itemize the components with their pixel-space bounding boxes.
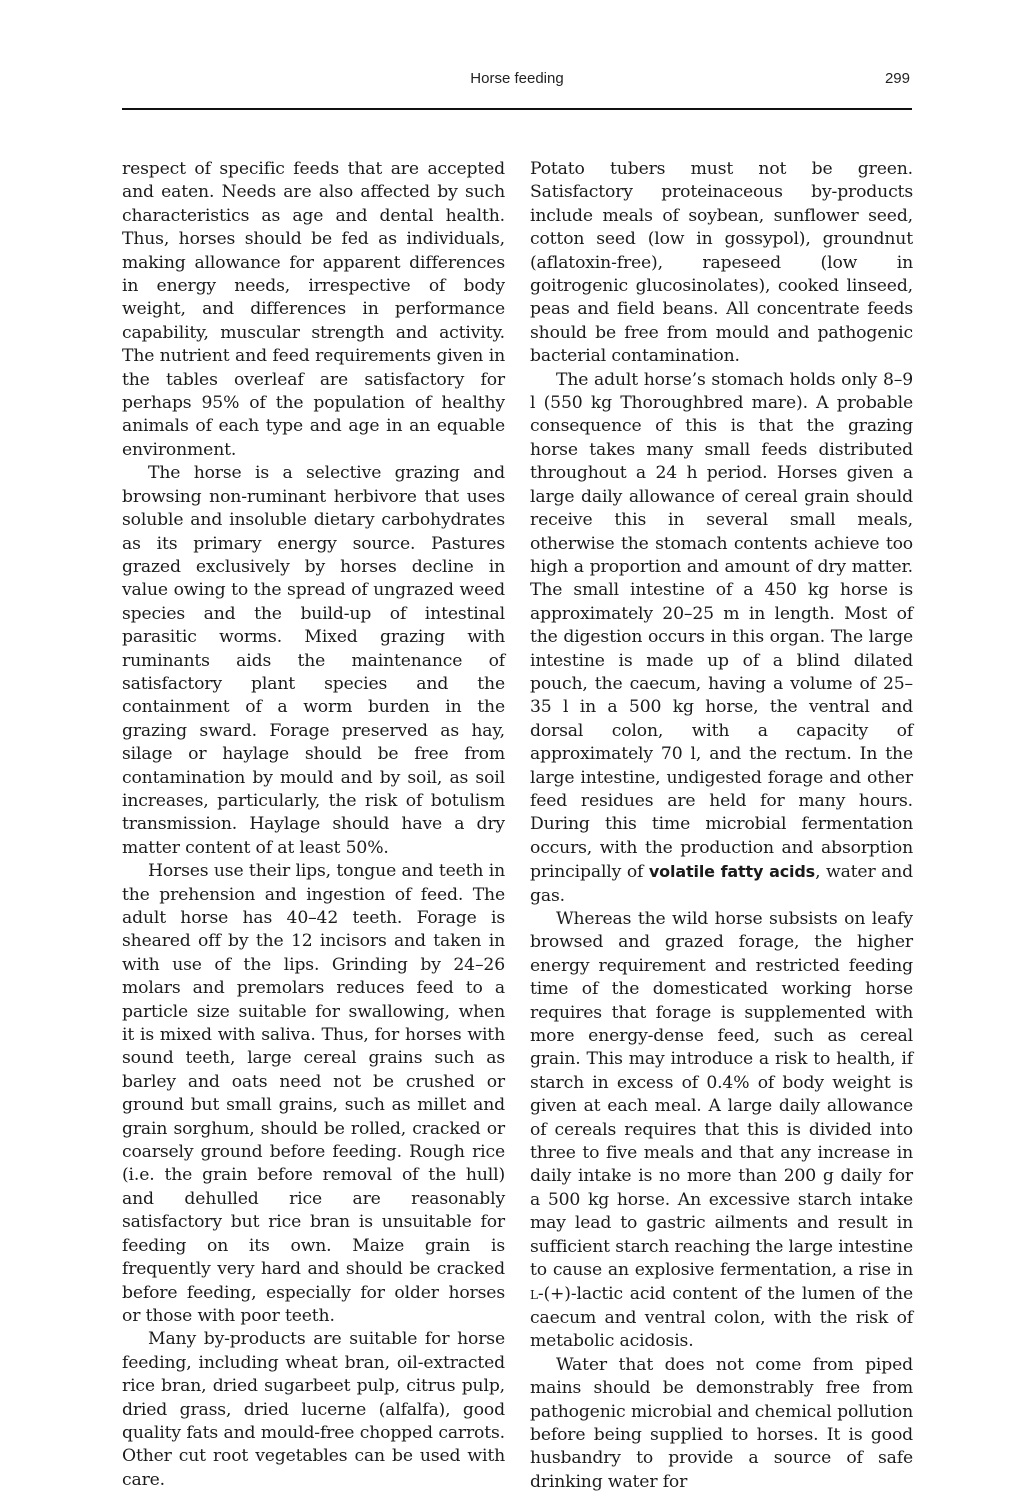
page-number: 299 xyxy=(884,70,910,87)
running-head xyxy=(122,70,912,92)
paragraph xyxy=(530,908,913,1354)
paragraph: Water that does not come from piped mains should be demonstrably free from pathogenic microbial and chemical pollution before being supplied to horses. It is good husbandry to provide a source of safe drinking water for xyxy=(530,1354,913,1492)
header-rule xyxy=(122,108,912,110)
glossary-term: volatile fatty acids xyxy=(648,862,816,882)
paragraph-text: , water and gas. xyxy=(530,862,914,906)
paragraph: respect of specific feeds that are accepted and eaten. Needs are also affected by such characteristics as age and dental health. Thus, horses should be fed as individuals, making allowance for apparent differences in energy needs, irrespective of body weight, and differences in performance capability, muscular strength and activity. The nutrient and feed requirements given in the tables overleaf are satisfactory for perhaps 95% of the population of healthy animals of each type and age in an equable environment. xyxy=(122,159,505,460)
paragraph: Many by-products are suitable for horse feeding, including wheat bran, oil-extracted rice bran, dried sugarbeet pulp, citrus pulp, dried grass, dried lucerne (alfalfa), good quality fats and mould-free chopped carrots. Other cut root vegetables can be used with care. xyxy=(122,1329,505,1490)
paragraph-text: The adult horse’s stomach holds only 8–9 l (550 kg Thoroughbred mare). A probable consequence of this is that the grazing horse takes many small feeds distributed throughout a 24 h period. Horses given a large daily allowance of cereal grain should receive this in several small meals, otherwise the stomach contents achieve too high a proportion and amount of dry matter. The small intestine of a 450 kg horse is approximately 20–25 m in length. Most of the digestion occurs in this organ. The large intestine is made up of a blind dilated pouch, the caecum, having a volume of 25–35 l in a 500 kg horse, the ventral and dorsal colon, with a capacity of approximately 70 l, and the rectum. In the large intestine, undigested forage and other feed residues are held for many hours. During this time microbial fermentation occurs, with the production and absorption principally of xyxy=(530,369,913,883)
paragraph xyxy=(530,369,913,908)
right-column xyxy=(530,158,913,1494)
left-column xyxy=(122,158,505,1492)
paragraph-text: -(+)-lactic acid content of the lumen of the caecum and ventral colon, with the risk of metabolic acidosis. xyxy=(530,1283,913,1352)
paragraph: Horses use their lips, tongue and teeth in the prehension and ingestion of feed. The adult horse has 40–42 teeth. Forage is sheared off by the 12 incisors and taken in with use of the lips. Grinding by 24–26 molars and premolars reduces feed to a particle size suitable for swallowing, when it is mixed with saliva. Thus, for horses with sound teeth, large cereal grains such as barley and oats need not be crushed or ground but small grains, such as millet and grain sorghum, should be rolled, cracked or coarsely ground before feeding. Rough rice (i.e. the grain before removal of the hull) and dehulled rice are reasonably satisfactory but rice bran is unsuitable for feeding on its own. Maize grain is frequently very hard and should be cracked before feeding, especially for older horses or those with poor teeth. xyxy=(122,861,505,1326)
paragraph-text: Whereas the wild horse subsists on leafy browsed and grazed forage, the higher energy requirement and restricted feeding time of the domesticated working horse requires that forage is supplemented with more energy-dense feed, such as cereal grain. This may introduce a risk to health, if starch in excess of 0.4% of body weight is given at each meal. A large daily allowance of cereals requires that this is divided into three to five meals and that any increase in daily intake is no more than 200 g daily for a 500 kg horse. An excessive starch intake may lead to gastric ailments and result in sufficient starch reaching the large intestine to cause an explosive fermentation, a rise in xyxy=(530,909,913,1281)
small-caps-letter: L xyxy=(530,1287,538,1302)
running-title: Horse feeding xyxy=(470,70,564,87)
paragraph: The horse is a selective grazing and browsing non-ruminant herbivore that uses soluble and insoluble dietary carbohydrates as its primary energy source. Pastures grazed exclusively by horses decline in value owing to the spread of ungrazed weed species and the build-up of intestinal parasitic worms. Mixed grazing with ruminants aids the maintenance of satisfactory plant species and the containment of a worm burden in the grazing sward. Forage preserved as hay, silage or haylage should be free from contamination by mould and by soil, as soil increases, particularly, the risk of botulism transmission. Haylage should have a dry matter content of at least 50%. xyxy=(122,463,505,858)
paragraph: Potato tubers must not be green. Satisfactory proteinaceous by-products include meals of soybean, sunflower seed, cotton seed (low in gossypol), groundnut (aflatoxin-free), rapeseed (low in goitrogenic glucosinolates), cooked linseed, peas and field beans. All concentrate feeds should be free from mould and pathogenic bacterial contamination. xyxy=(530,159,913,367)
